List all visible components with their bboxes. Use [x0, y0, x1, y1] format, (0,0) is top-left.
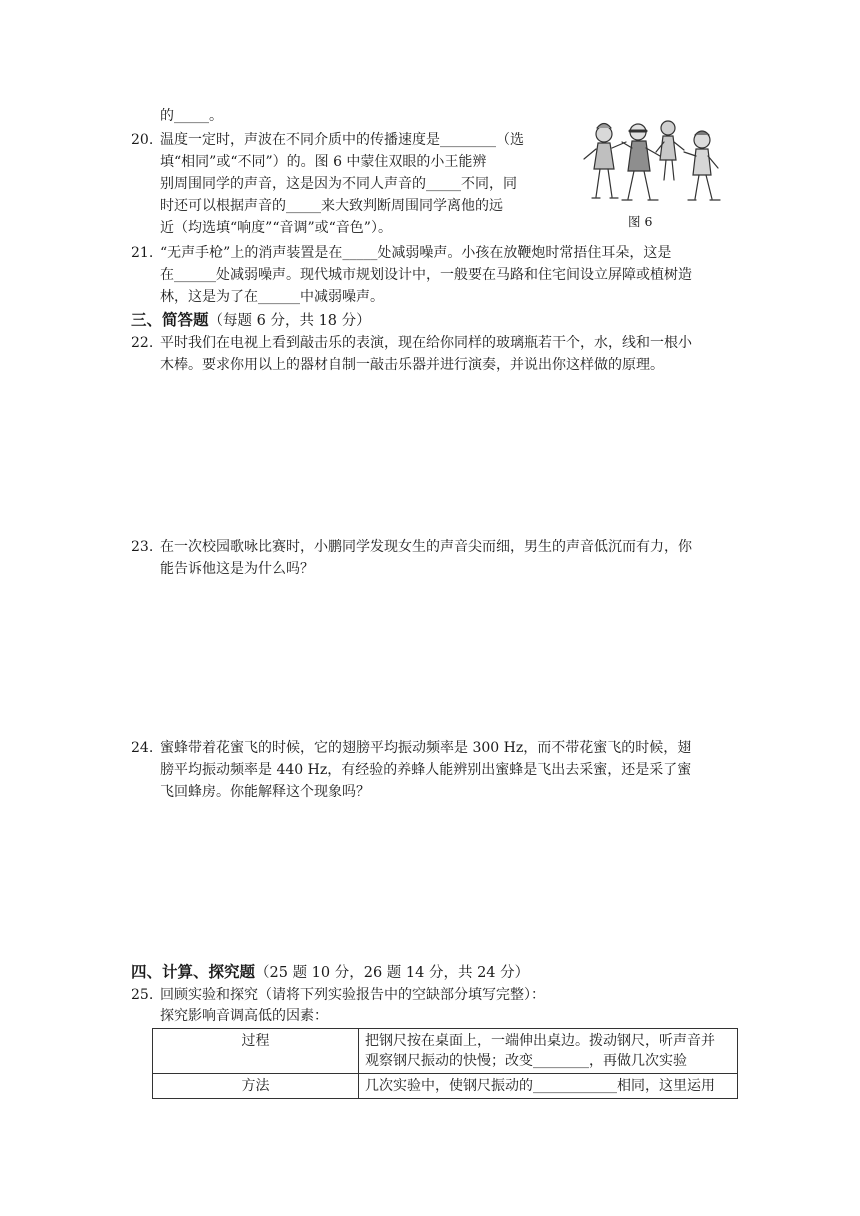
- q23-line-2: 能告诉他这是为什么吗？: [160, 561, 314, 577]
- table-cell-text: [359, 1029, 738, 1074]
- q22-line-1: 平时我们在电视上看到敲击乐的表演，现在给你同样的玻璃瓶若干个，水，线和一根小: [160, 335, 692, 351]
- q22-number: 22.: [131, 335, 154, 351]
- table-cell-label: 过程: [153, 1029, 359, 1074]
- experiment-report-table: [152, 1028, 738, 1099]
- table-row: [153, 1074, 738, 1099]
- figure-6-children-illustration: [578, 116, 728, 212]
- table-cell-label: 方法: [153, 1074, 359, 1099]
- q20-line-4: 时还可以根据声音的_____来大致判断周围同学离他的远: [160, 198, 503, 214]
- section-3-note: （每题 6 分，共 18 分）: [208, 313, 371, 329]
- q23-number: 23.: [131, 539, 154, 555]
- q20-line-3: 别周围同学的声音，这是因为不同人声音的_____不同，同: [160, 176, 517, 192]
- q20-number: 20.: [131, 132, 154, 148]
- q20-line-2: 填“相同”或“不同”）的。图 6 中蒙住双眼的小王能辨: [160, 154, 487, 170]
- q21-line-3: 林，这是为了在______中减弱噪声。: [160, 289, 384, 305]
- q22-line-2: 木棒。要求你用以上的器材自制一敲击乐器并进行演奏，并说出你这样做的原理。: [160, 357, 664, 373]
- q21-number: 21.: [131, 245, 154, 261]
- q25-line-2: 探究影响音调高低的因素：: [160, 1008, 328, 1024]
- table-cell-text: [359, 1074, 738, 1099]
- top-fragment: 的_____。: [160, 108, 223, 124]
- q25-line-1: 回顾实验和探究（请将下列实验报告中的空缺部分填写完整）：: [160, 987, 545, 1003]
- q20-line-5: 近（均选填“响度”“音调”或“音色”）。: [160, 220, 392, 236]
- q20-line-1: 温度一定时，声波在不同介质中的传播速度是________（选: [160, 132, 524, 148]
- q24-number: 24.: [131, 740, 154, 756]
- section-4-heading: [131, 961, 529, 984]
- table-cell-text-line: 几次实验中，使钢尺振动的____________相同，这里运用: [365, 1078, 715, 1094]
- table-cell-text-line: 把钢尺按在桌面上，一端伸出桌边。拨动钢尺，听声音并: [365, 1033, 715, 1049]
- table-cell-text-line: 观察钢尺振动的快慢；改变________，再做几次实验: [365, 1053, 687, 1069]
- table-row: [153, 1029, 738, 1074]
- q24-line-2: 膀平均振动频率是 440 Hz，有经验的养蜂人能辨别出蜜蜂是飞出去采蜜，还是采了蜜: [160, 762, 692, 778]
- q24-line-1: 蜜蜂带着花蜜飞的时候，它的翅膀平均振动频率是 300 Hz，而不带花蜜飞的时候，翅: [160, 740, 692, 756]
- q25-number: 25.: [131, 987, 154, 1003]
- q23-line-1: 在一次校园歌咏比赛时，小鹏同学发现女生的声音尖而细，男生的声音低沉而有力，你: [160, 539, 692, 555]
- section-3-title: 三、简答题: [131, 310, 209, 329]
- q24-line-3: 飞回蜂房。你能解释这个现象吗？: [160, 784, 370, 800]
- q21-line-1: “无声手枪”上的消声装置是在_____处减弱噪声。小孩在放鞭炮时常捂住耳朵，这是: [160, 245, 672, 261]
- section-4-note: （25 题 10 分，26 题 14 分，共 24 分）: [255, 965, 530, 981]
- figure-6-caption: 图 6: [628, 214, 653, 229]
- q21-line-2: 在______处减弱噪声。现代城市规划设计中，一般要在马路和住宅间设立屏障或植树造: [160, 267, 692, 283]
- section-3-heading: [131, 309, 371, 332]
- section-4-title: 四、计算、探究题: [131, 962, 256, 981]
